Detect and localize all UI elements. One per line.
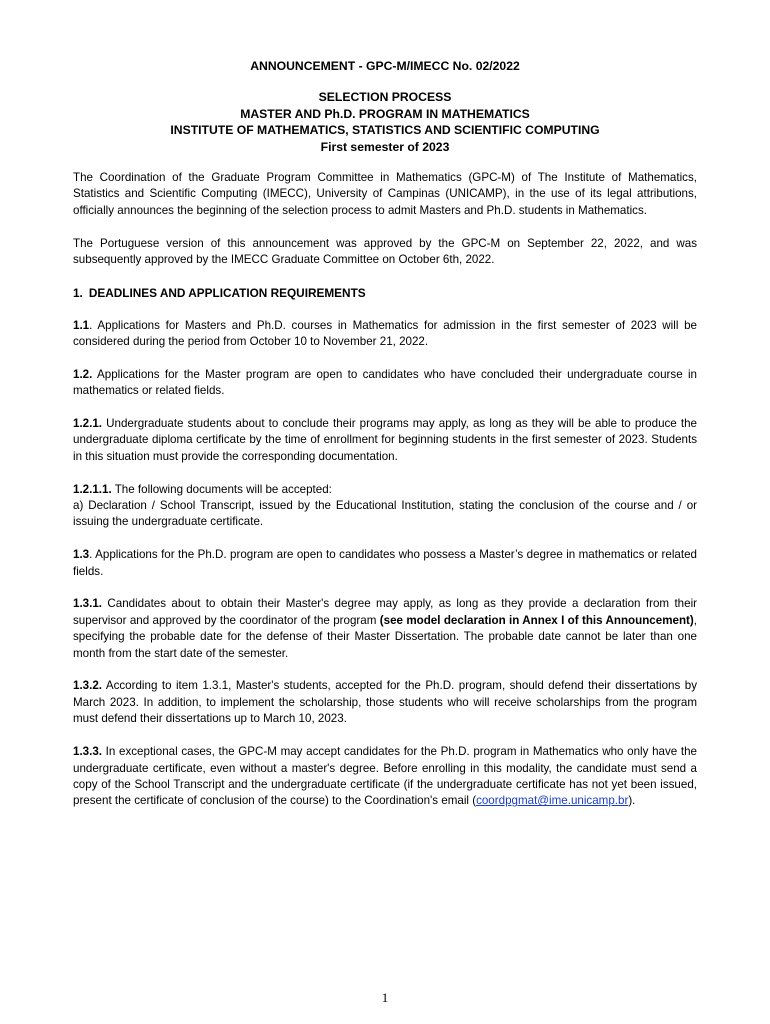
item-1-3-1 — [73, 596, 697, 662]
heading-line-program: MASTER AND Ph.D. PROGRAM IN MATHEMATICS — [240, 106, 530, 121]
section-1-title — [73, 285, 697, 301]
item-text: According to item 1.3.1, Master's students, accepted for the Ph.D. program, should defend their dissertations by March 2023. In addition, to implement the scholarship, those students who will receive scholarships from the program must defend their dissertations up to March 10, 2023. — [73, 679, 697, 726]
item-subtext: a) Declaration / School Transcript, issued by the Educational Institution, stating the conclusion of the course and / or issuing the undergraduate certificate. — [73, 499, 697, 529]
section-1-label: DEADLINES AND APPLICATION REQUIREMENTS — [88, 285, 366, 300]
item-text: Candidates about to obtain their Master's degree may apply, as long as they provide a declaration from their supervisor and approved by the coordinator of the program — [73, 597, 697, 627]
item-number: 1.3.1. — [73, 597, 103, 611]
item-1-3 — [73, 547, 697, 580]
item-text: Applications for the Master program are open to candidates who have concluded their undergraduate course in mathematics or related fields. — [73, 367, 697, 398]
item-number: 1.2.1.1. — [73, 482, 112, 496]
item-1-3-2 — [73, 678, 697, 727]
item-1-3-3 — [73, 744, 697, 810]
heading-line-institute: INSTITUTE OF MATHEMATICS, STATISTICS AND SCIENTIFIC COMPUTING — [170, 123, 600, 138]
item-text: . Applications for the Ph.D. program are open to candidates who possess a Master’s degree in mathematics or related fields. — [73, 548, 697, 578]
intro-paragraph-2: The Portuguese version of this announcement was approved by the GPC-M on September 22, 2022, and was subsequently approved by the IMECC Graduate Committee on October 6th, 2022. — [73, 236, 697, 267]
item-text: In exceptional cases, the GPC-M may accept candidates for the Ph.D. program in Mathematics who only have the undergraduate certificate, even without a master's degree. Before enrolling in this modality, the candidate must send a copy of the School Transcript and the undergraduate certificate (if the undergraduate certificate has not yet been issued, present the certificate of conclusion of the course) to the Coordination's email ( — [73, 745, 697, 808]
item-text: ). — [628, 794, 636, 808]
document-body — [73, 58, 697, 826]
heading-block — [73, 89, 697, 155]
announcement-title: ANNOUNCEMENT - GPC-M/IMECC No. 02/2022 — [250, 59, 520, 73]
item-text: Undergraduate students about to conclude their programs may apply, as long as they will be able to produce the undergraduate diploma certificate by the time of enrollment for beginning students in the first semester of 2023. Students in this situation must provide the corresponding documentation. — [73, 417, 697, 463]
heading-line-semester: First semester of 2023 — [320, 139, 450, 154]
item-1-1 — [73, 318, 697, 351]
item-number: 1.3 — [73, 548, 90, 562]
item-text: The following documents will be accepted: — [111, 482, 332, 496]
item-number: 1.3.3. — [73, 745, 103, 759]
item-number: 1.2. — [73, 367, 93, 381]
item-number: 1.1 — [73, 318, 90, 332]
item-1-2 — [73, 367, 697, 400]
item-text: . Applications for Masters and Ph.D. courses in Mathematics for admission in the first semester of 2023 will be considered during the period from October 10 to November 21, 2022. — [73, 318, 697, 349]
item-number: 1.3.2. — [73, 679, 103, 693]
heading-line-selection-process: SELECTION PROCESS — [318, 90, 452, 105]
coordination-email-link[interactable]: coordpgmat@ime.unicamp.br — [476, 794, 629, 808]
item-text: , specifying the probable date for the defense of their Master Dissertation. The probable date cannot be later than one month from the start date of the semester. — [73, 613, 697, 660]
intro-paragraph-1: The Coordination of the Graduate Program Committee in Mathematics (GPC-M) of The Institute of Mathematics, Statistics and Scientific Computing (IMECC), University of Campinas (UNICAMP), in the use of its legal attributions, officially announces the beginning of the selection process to admit Masters and Ph.D. students in Mathematics. — [73, 171, 697, 217]
annex-reference: (see model declaration in Annex I of this Announcement) — [379, 613, 694, 627]
item-1-2-1-1 — [73, 482, 697, 531]
page-number: 1 — [381, 990, 389, 1005]
item-1-2-1 — [73, 416, 697, 465]
item-number: 1.2.1. — [73, 417, 103, 431]
section-1-number: 1. — [73, 285, 83, 300]
